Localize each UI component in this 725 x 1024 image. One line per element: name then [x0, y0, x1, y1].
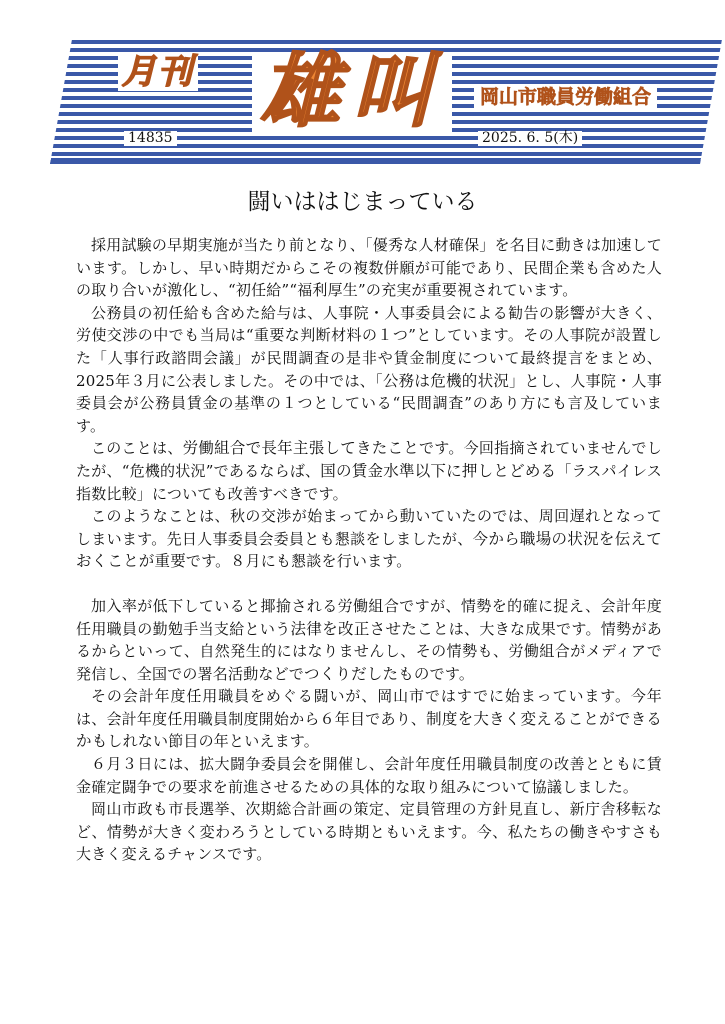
paragraph-5	[76, 595, 662, 685]
issue-date: 2025. 6. 5(木)	[478, 131, 582, 146]
text-segment: 公務員の初任給も含めた給与は、人事院・人事委員会による勧告の影響が大きく、労使交渉の中でも当局は“重要な判断材料の１つ”としています。その人事院が設置した「人事行政諮問会議」が民間調査の是非や賃金制度について最終提言をまとめ、2025年３月に公表しました。その中では、「	[76, 303, 662, 390]
paragraph-2	[76, 302, 662, 438]
text-segment: です。８月にも懇談を行います。	[185, 552, 412, 571]
emphasis-text: 制度を大きく変えることができる	[426, 709, 662, 728]
text-segment: 採用試験の早期実施が当たり前となり、「優秀な人材確保」を名目に動きは加速しています。しかし、早い時期だからこその複数併願が可能であり、民間企業も含めた人の取り合いが激化し、“初任給”“福利厚生”の充実が重要視されています。	[76, 236, 662, 300]
paragraph-3	[76, 437, 662, 505]
emphasis-text: 国の賃金水準以下に押しとどめる	[320, 461, 557, 480]
text-segment: このようなことは、秋の交渉が始まってから動いていたのでは、周回遅れとなってしまいます。先日人事委員会委員とも懇談をしましたが、	[76, 507, 662, 548]
emphasis-text: つくりだしたもの	[304, 664, 430, 683]
article-body	[76, 234, 662, 866]
emphasis-text: かも	[76, 732, 108, 751]
text-segment: です。今回指摘されていませんでしたが、“危機的状況”であるならば、	[76, 439, 662, 480]
paragraph-6	[76, 685, 662, 753]
text-segment: 「ラスパイレス指数比較」についても改善すべきです。	[76, 461, 662, 503]
masthead-title: 雄叫	[252, 52, 452, 132]
headline: 闘いははじまっている	[247, 189, 478, 215]
text-segment: しれない節目の年といえます。	[107, 732, 320, 751]
text-segment: その会計年度任用職員をめぐる闘いが、岡山市ではすでに始まっています。今年は、会計年度任用職員制度開始から６年目であり、	[76, 687, 662, 728]
masthead-gekkan: 月刊	[118, 54, 198, 91]
text-segment: 加入率が低下していると揶揄される労働組合ですが、情勢を的確に捉え、会計年度任用職員の勤勉手当支給という	[76, 596, 662, 638]
issue-number: 14835	[124, 131, 177, 146]
emphasis-text: 労働組合で長年主張してきたこと	[182, 439, 420, 458]
paragraph-8	[76, 798, 662, 866]
text-segment: 」とし、人事院・人事委員会が公務員賃金の基準の１つとしている“民間調査”のあり方にも言及しています。	[76, 371, 662, 435]
paragraph-4	[76, 505, 662, 573]
masthead-bottom-rule	[50, 158, 701, 164]
text-segment: ６月３日には、拡大闘争委員会を開催し、会計年度任用職員制度の改善とともに賃金確定闘争での要求を前進させるための具体的な取り組みについて協議しました。	[76, 755, 662, 796]
paragraph-gap	[76, 573, 662, 595]
emphasis-text: 今から職場の状況を伝えておくことが重要	[76, 529, 662, 571]
text-segment: 岡山市政も市長選挙、次期総合計画の策定、定員管理の方針見直し、新庁舎移転など、情勢が大きく変わろうとしている時期ともいえます。今、私たちの働きやすさも大きく変えるチャンスです。	[76, 800, 662, 864]
emphasis-text: 公務は危機的状況	[382, 371, 510, 390]
text-segment: です。	[429, 664, 475, 683]
paragraph-7	[76, 753, 662, 798]
paragraph-1	[76, 234, 662, 302]
text-segment: は、大きな成果です。情勢があるからといって、自然発生的にはなりませんし、その情勢も、労働組合がメディアで発信し、全国での署名活動などで	[76, 619, 662, 683]
union-name: 岡山市職員労働組合	[474, 86, 657, 109]
emphasis-text: 法律を改正させたこと	[290, 619, 449, 638]
text-segment: このことは、	[91, 439, 183, 458]
